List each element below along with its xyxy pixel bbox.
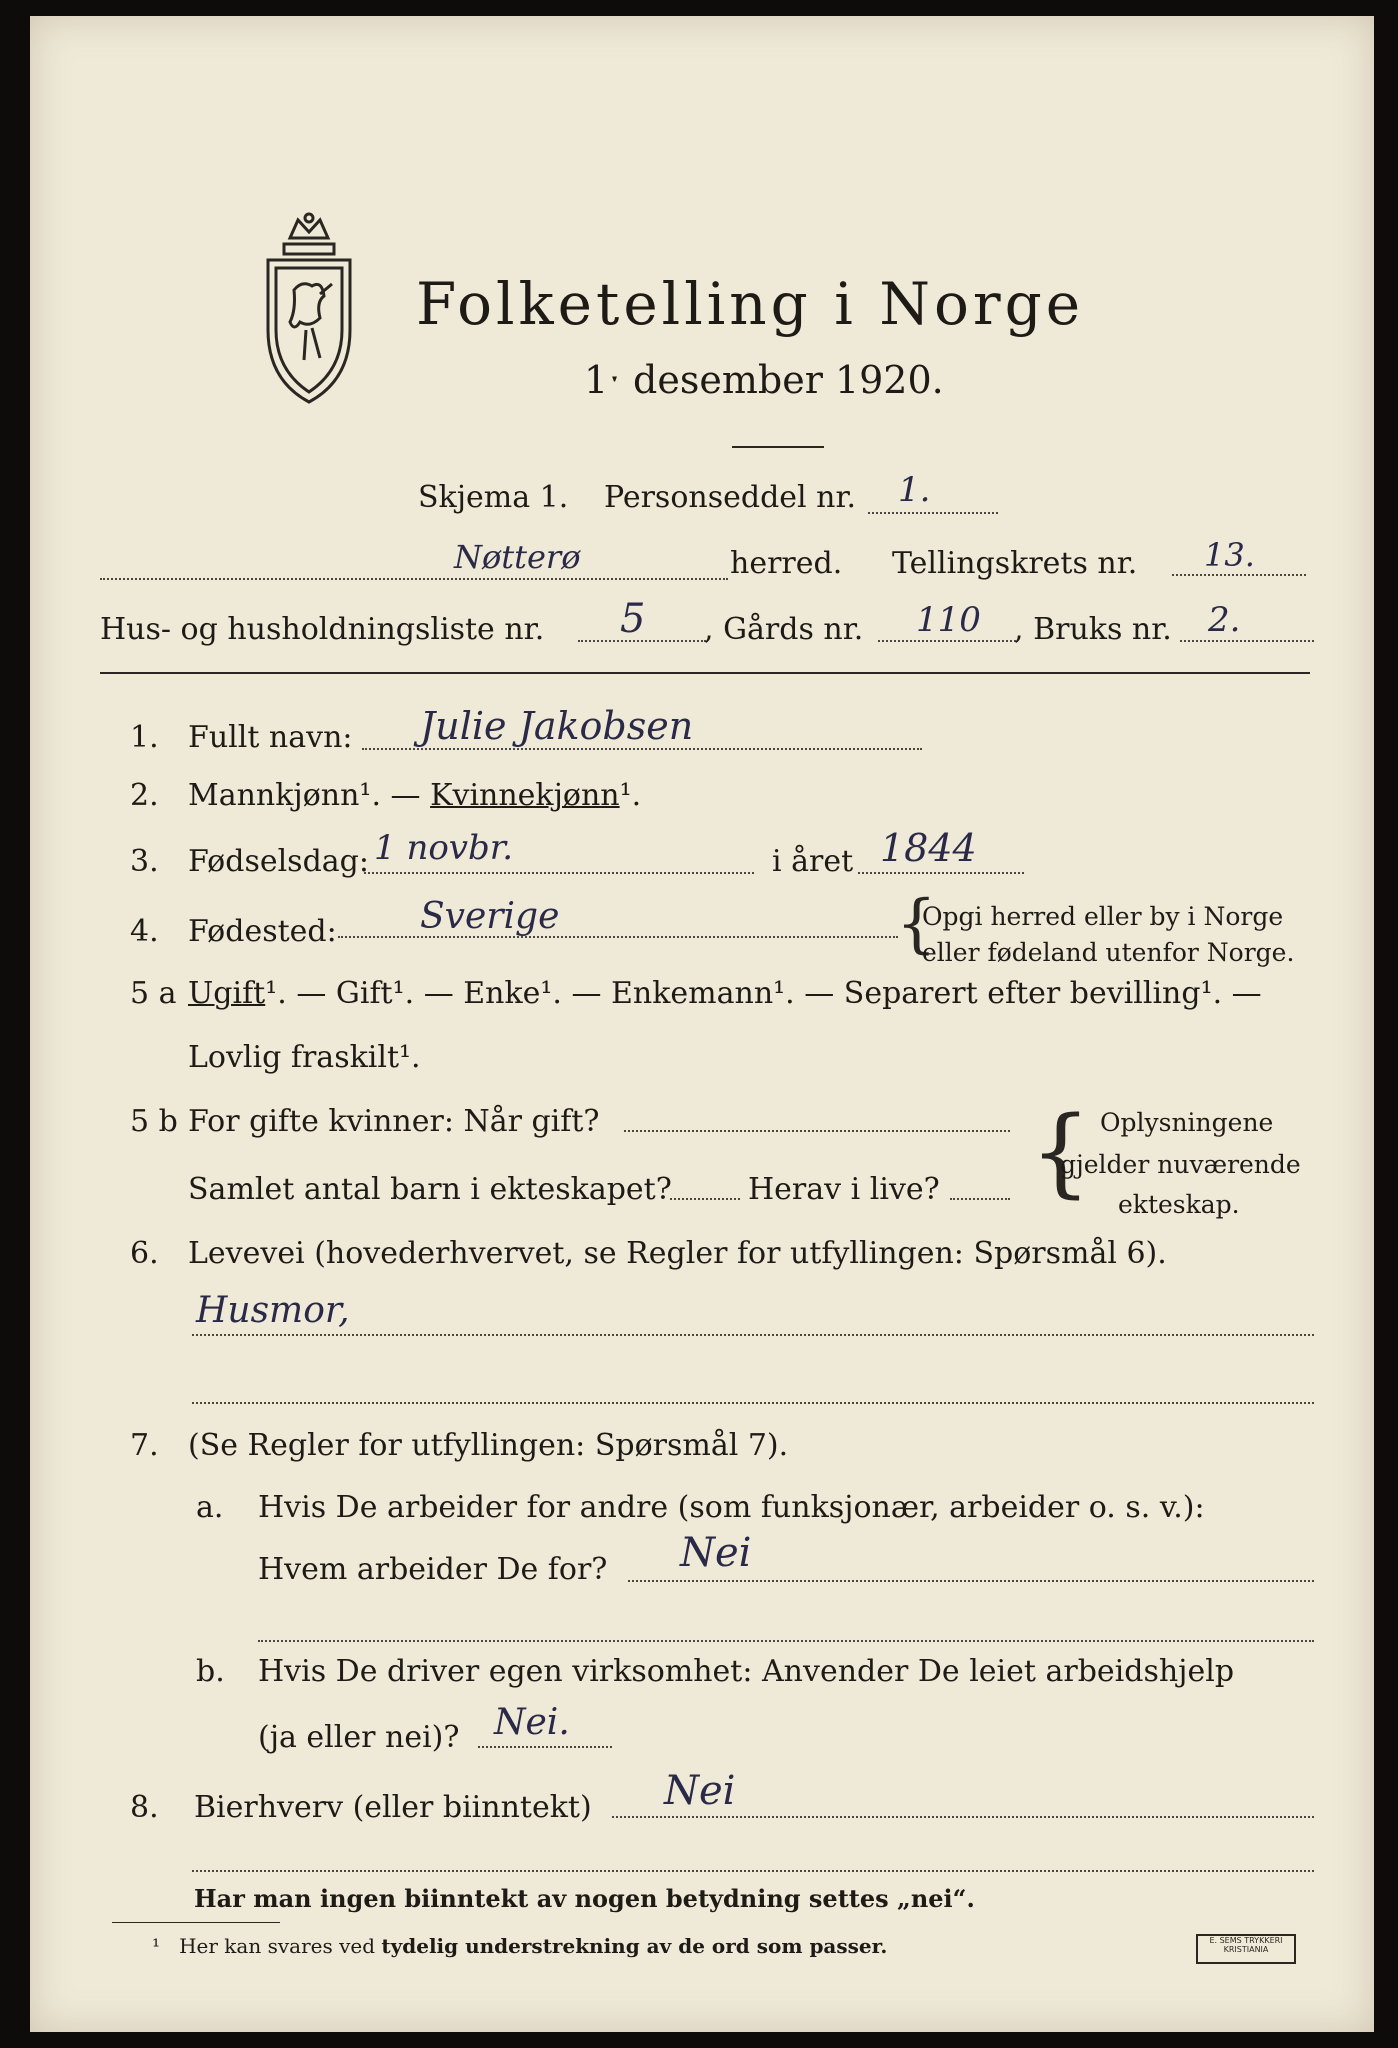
q5a-options — [188, 976, 1262, 1011]
footnote-text: Her kan svares ved — [179, 1934, 382, 1958]
q2-footnote-ref: ¹. — [619, 778, 642, 813]
q6-line1 — [192, 1334, 1314, 1336]
q5b-when-line — [624, 1130, 1010, 1132]
q4-note-line2: eller fødeland utenfor Norge. — [922, 938, 1295, 967]
q7a-line2 — [258, 1640, 1314, 1642]
q7a-label: Hvis De arbeider for andre (som funksjonær, arbeider o. s. v.): — [258, 1490, 1205, 1525]
schema-label: Skjema 1. — [418, 480, 569, 515]
q1-line — [362, 748, 922, 750]
q2-options — [188, 778, 641, 813]
bruks-line — [1180, 640, 1314, 642]
q1-value: Julie Jakobsen — [420, 704, 694, 748]
q4-note-line1: Opgi herred eller by i Norge — [922, 902, 1284, 931]
q3-label: Fødselsdag: — [188, 844, 369, 879]
q7a-who-label: Hvem arbeider De for? — [258, 1552, 608, 1587]
footnote-divider — [112, 1922, 280, 1923]
gards-line — [878, 640, 1016, 642]
herred-label: herred. — [730, 546, 843, 581]
q7b-value: Nei. — [494, 1702, 570, 1743]
q7-number: 7. — [130, 1428, 159, 1463]
q5b-note-line3: ekteskap. — [1118, 1190, 1240, 1219]
footer-note: Har man ingen biinntekt av nogen betydning settes „nei“. — [194, 1884, 975, 1913]
form-title: Folketelling i Norge — [416, 270, 1085, 338]
q5b-number: 5 b — [130, 1104, 178, 1139]
q1-number: 1. — [130, 720, 159, 755]
personseddel-label: Personseddel nr. — [604, 480, 857, 515]
footnote-mark: ¹ — [152, 1934, 161, 1958]
q7a-line1 — [628, 1580, 1314, 1582]
q3-number: 3. — [130, 844, 159, 879]
q7-label: (Se Regler for utfyllingen: Spørsmål 7). — [188, 1428, 789, 1463]
q5a-other-options: ¹. — Gift¹. — Enke¹. — Enkemann¹. — Separert efter bevilling¹. — — [265, 976, 1262, 1011]
norwegian-coat-of-arms-icon — [250, 210, 368, 408]
gards-label: , Gårds nr. — [704, 612, 864, 647]
herred-line — [100, 578, 728, 580]
q5b-children-line — [670, 1198, 740, 1200]
bruks-label: , Bruks nr. — [1014, 612, 1172, 647]
q3-year-value: 1844 — [880, 826, 977, 870]
q5b-note-line2: gjelder nuværende — [1060, 1150, 1301, 1179]
personseddel-line — [868, 512, 998, 514]
gards-value: 110 — [916, 600, 981, 640]
tellingskrets-label: Tellingskrets nr. — [892, 546, 1138, 581]
q5a-number: 5 a — [130, 976, 177, 1011]
printer-stamp — [1196, 1934, 1296, 1964]
q5b-note-brace: { — [1030, 1096, 1092, 1208]
q6-number: 6. — [130, 1236, 159, 1271]
q6-line2 — [192, 1402, 1314, 1404]
q7a-letter: a. — [196, 1490, 224, 1525]
q5b-children-label: Samlet antal barn i ekteskapet? — [188, 1172, 672, 1207]
herred-value: Nøtterø — [454, 538, 581, 576]
q7b-janei-label: (ja eller nei)? — [258, 1720, 460, 1755]
q3-value: 1 novbr. — [374, 828, 514, 868]
q8-number: 8. — [130, 1790, 159, 1825]
q5b-label: For gifte kvinner: Når gift? — [188, 1104, 600, 1139]
q6-value: Husmor, — [196, 1290, 350, 1331]
q4-number: 4. — [130, 914, 159, 949]
q2-mannkjonn: Mannkjønn¹. — — [188, 778, 431, 813]
q4-note-brace: { — [896, 887, 937, 961]
husholdningsliste-label: Hus- og husholdningsliste nr. — [100, 612, 545, 647]
tellingskrets-line — [1172, 574, 1306, 576]
bruks-value: 2. — [1208, 600, 1241, 640]
q5b-note-line1: Oplysningene — [1100, 1108, 1274, 1137]
printer-stamp-line1: E. SEMS TRYKKERI — [1209, 1936, 1283, 1945]
header-divider — [100, 672, 1310, 674]
q5a-line2: Lovlig fraskilt¹. — [188, 1040, 421, 1075]
q7b-label: Hvis De driver egen virksomhet: Anvender De leiet arbeidshjelp — [258, 1654, 1235, 1689]
printer-stamp-line2: KRISTIANIA — [1223, 1945, 1269, 1954]
q8-line2 — [192, 1870, 1314, 1872]
q2-kvinnekjonn[interactable]: Kvinnekjønn — [430, 778, 620, 813]
q5b-alive-label: Herav i live? — [748, 1172, 940, 1207]
q7a-value: Nei — [680, 1530, 752, 1576]
q8-value: Nei — [664, 1768, 736, 1814]
q3-line — [364, 872, 754, 874]
q5a-ugift[interactable]: Ugift — [188, 976, 266, 1011]
q7b-letter: b. — [196, 1654, 225, 1689]
title-divider — [732, 446, 824, 448]
footnote-emphasis: tydelig understrekning av de ord som passer. — [381, 1934, 888, 1958]
tellingskrets-value: 13. — [1204, 536, 1255, 574]
q1-label: Fullt navn: — [188, 720, 353, 755]
husholdningsliste-value: 5 — [620, 596, 646, 642]
personseddel-value: 1. — [898, 470, 931, 510]
q6-label: Levevei (hovederhvervet, se Regler for utfyllingen: Spørsmål 6). — [188, 1236, 1167, 1271]
footnote — [152, 1934, 887, 1958]
q7b-line — [478, 1746, 612, 1748]
census-date: 1ˑ desember 1920. — [584, 358, 944, 402]
q8-line — [612, 1816, 1314, 1818]
q3-year-label: i året — [772, 844, 854, 879]
q4-value: Sverige — [420, 896, 560, 937]
q4-label: Fødested: — [188, 914, 337, 949]
q2-number: 2. — [130, 778, 159, 813]
q3-year-line — [858, 872, 1024, 874]
q5b-alive-line — [950, 1198, 1010, 1200]
q8-label: Bierhverv (eller biinntekt) — [194, 1790, 592, 1825]
